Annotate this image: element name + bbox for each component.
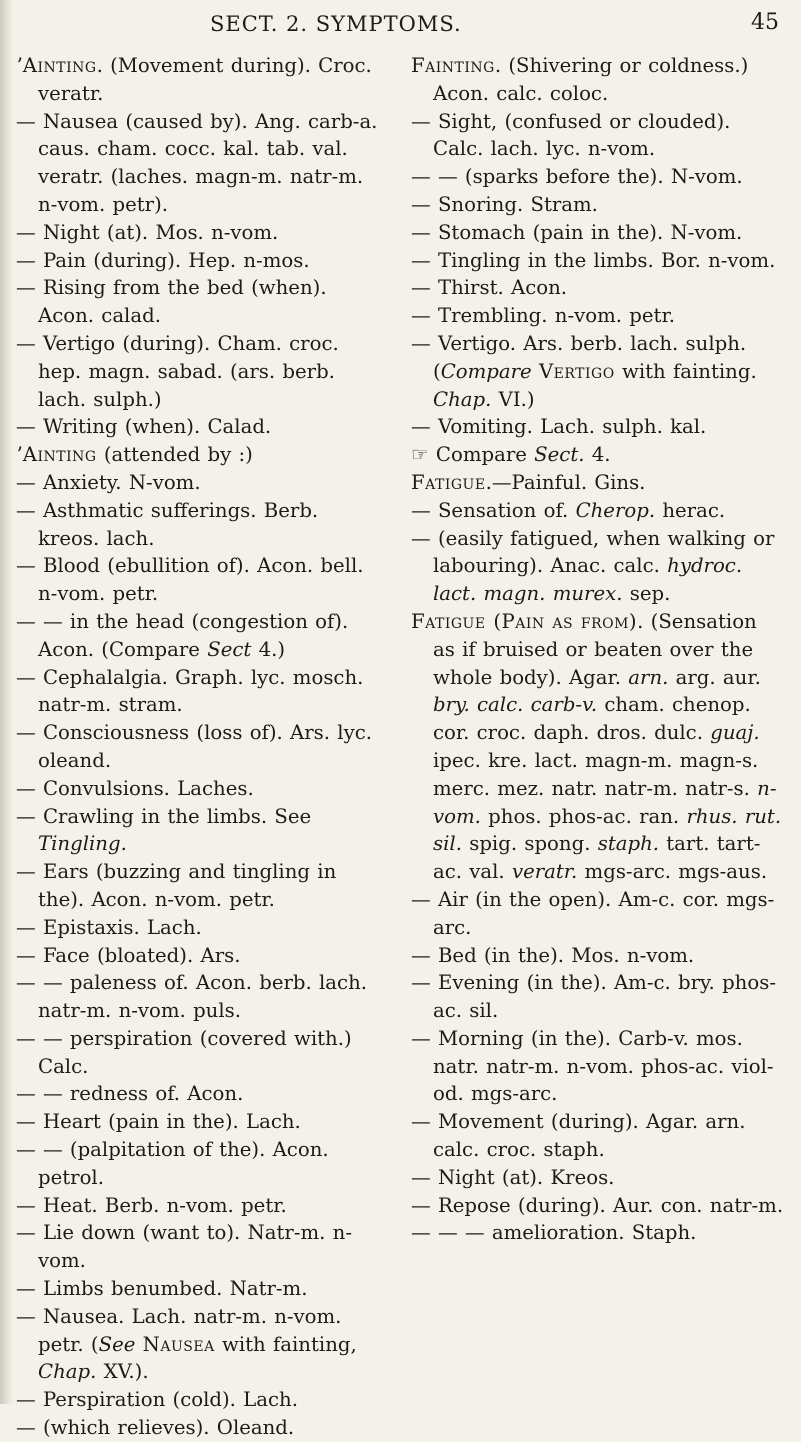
index-entry [16, 219, 384, 247]
entry-text: — Pain (during). Hep. n-mos. [16, 248, 310, 272]
entry-text: . (Movement during). Croc. veratr. [38, 54, 372, 105]
entry-text: with fainting. [614, 359, 757, 383]
index-entry [16, 608, 384, 664]
index-entry [411, 191, 785, 219]
entry-text: — Movement (during). Agar. arn. calc. croc. staph. [411, 1110, 746, 1162]
entry-text: — Trembling. n-vom. petr. [411, 304, 675, 328]
entry-heading: Nausea [142, 1332, 215, 1356]
entry-text: — Heat. Berb. n-vom. petr. [16, 1193, 287, 1217]
entry-text: — Morning (in the). Carb-v. mos. natr. natr-m. n-vom. phos-ac. viol-od. mgs-arc. [411, 1026, 774, 1106]
index-entry [16, 1108, 384, 1136]
entry-text: — Repose (during). Aur. con. natr-m. [411, 1193, 784, 1217]
index-entry [411, 1025, 785, 1108]
entry-text: Compare [435, 443, 535, 467]
entry-text: — Vertigo. Ars. berb. lach. sulph. ( [411, 331, 747, 383]
entry-text: bry. calc. carb-v. [433, 693, 598, 717]
entry-text: . (Shivering or coldness.) Acon. calc. coloc. [433, 54, 749, 105]
entry-text: — Vomiting. Lach. sulph. kal. [411, 415, 707, 439]
right-column [411, 52, 785, 1247]
index-entry [411, 441, 785, 469]
entry-text: — — (sparks before the). N-vom. [411, 165, 743, 189]
index-entry [16, 942, 384, 970]
entry-text: — Night (at). Mos. n-vom. [16, 220, 279, 244]
index-entry [411, 413, 785, 441]
entry-text: — Thirst. Acon. [411, 276, 568, 300]
entry-text: — — — amelioration. Staph. [411, 1221, 697, 1245]
entry-heading: Fainting [411, 54, 495, 77]
index-entry [411, 525, 785, 608]
index-entry [16, 52, 384, 108]
entry-text: — Face (bloated). Ars. [16, 943, 241, 967]
index-entry [411, 469, 785, 497]
entry-text: arn. [628, 665, 669, 689]
entry-text: — Tingling in the limbs. Bor. n-vom. [411, 248, 776, 272]
index-entry [16, 497, 384, 553]
entry-text [532, 360, 539, 383]
index-entry [16, 775, 384, 803]
entry-heading: Fatigue (Pain as from) [411, 609, 638, 633]
entry-text: — Nausea. Lach. natr-m. n-vom. petr. ( [16, 1304, 342, 1356]
entry-text: cham. chenop. cor. croc. daph. dros. dulc. [433, 693, 751, 745]
index-entry [16, 1192, 384, 1220]
entry-text: — Bed (in the). Mos. n-vom. [411, 943, 695, 967]
entry-text: Cherop. [575, 498, 656, 522]
index-entry [411, 1192, 785, 1220]
entry-text: Sect [207, 637, 252, 661]
index-entry [411, 108, 785, 164]
entry-text: — (easily fatigued, when walking or labouring). Anac. calc. [411, 526, 775, 578]
entry-text: Chap. [38, 1360, 97, 1384]
entry-text: — Sight, (confused or clouded). Calc. lach. lyc. n-vom. [411, 109, 731, 161]
entry-text: — Asthmatic sufferings. Berb. kreos. lach. [16, 498, 319, 550]
entry-text: — Vertigo (during). Cham. croc. hep. magn. sabad. (ars. berb. lach. sulph.) [16, 331, 339, 411]
entry-text: ☞ [411, 443, 436, 467]
index-entry [411, 942, 785, 970]
index-entry [411, 497, 785, 525]
entry-text: hydroc. lact. magn. murex. [433, 554, 743, 606]
entry-text: — — perspiration (covered with.) Calc. [16, 1026, 352, 1078]
entry-text: — Rising from the bed (when). Acon. calad. [16, 276, 327, 328]
entry-text: — Epistaxis. Lach. [16, 915, 202, 939]
entry-text: — — paleness of. Acon. berb. lach. natr-m. n-vom. puls. [16, 971, 368, 1023]
index-entry [411, 1219, 785, 1247]
entry-text: — Perspiration (cold). Lach. [16, 1388, 298, 1412]
index-entry [16, 441, 384, 469]
entry-text: 4. [584, 443, 611, 467]
entry-text: Chap. [433, 387, 492, 411]
entry-text: ipec. kre. lact. magn-m. magn-s. merc. mez. natr. natr-m. natr-s. [433, 748, 759, 800]
entry-text: — Blood (ebullition of). Acon. bell. n-vom. petr. [16, 554, 364, 606]
index-entry [16, 858, 384, 914]
index-entry [16, 1414, 384, 1442]
entry-text: .—Painful. Gins. [485, 470, 646, 494]
index-entry [16, 1136, 384, 1192]
entry-text: — Nausea (caused by). Ang. carb-a. caus. cham. cocc. kal. tab. val. veratr. (laches. magn-m. natr-m. n-vom. petr). [16, 109, 378, 216]
entry-text: — (which relieves). Oleand. [16, 1416, 295, 1440]
index-entry [411, 247, 785, 275]
entry-text: — — (palpitation of the). Acon. petrol. [16, 1138, 329, 1189]
entry-text: — Convulsions. Laches. [16, 776, 254, 800]
index-entry [16, 969, 384, 1025]
index-entry [411, 302, 785, 330]
entry-text: — — redness of. Acon. [16, 1082, 244, 1106]
entry-text: with fainting, [214, 1332, 357, 1356]
index-entry [16, 1303, 384, 1386]
entry-text: staph. [597, 832, 660, 856]
index-entry [16, 1025, 384, 1081]
entry-text: — Stomach (pain in the). N-vom. [411, 220, 743, 244]
entry-text: XV.). [96, 1360, 149, 1384]
entry-heading: ʼAinting [16, 443, 97, 467]
index-entry [411, 886, 785, 942]
entry-text: — Heart (pain in the). Lach. [16, 1110, 301, 1134]
index-entry [16, 803, 384, 859]
entry-text: sep. [622, 582, 671, 606]
entry-text: arg. aur. [668, 665, 761, 689]
entry-text: Tingling. [38, 832, 127, 856]
running-head [0, 8, 801, 42]
entry-text: rhus. rut. sil. [433, 804, 782, 856]
index-entry [16, 1386, 384, 1414]
index-entry [411, 1164, 785, 1192]
index-entry [16, 1275, 384, 1303]
entry-text: guaj. [710, 721, 760, 745]
index-entry [16, 552, 384, 608]
index-entry [16, 1219, 384, 1275]
entry-text: herac. [655, 498, 726, 522]
entry-text: — Writing (when). Calad. [16, 415, 272, 439]
entry-text: See [98, 1332, 136, 1356]
index-entry [16, 274, 384, 330]
entry-text [135, 1333, 142, 1356]
running-head-title: SECT. 2. SYMPTOMS. [210, 12, 462, 36]
entry-text: — Ears (buzzing and tingling in the). Acon. n-vom. petr. [16, 860, 337, 911]
index-entry [16, 914, 384, 942]
entry-heading: Vertigo [538, 359, 615, 383]
page-gutter [0, 0, 14, 1404]
entry-text: n-vom. [433, 776, 777, 828]
index-entry [16, 413, 384, 441]
entry-text: — Consciousness (loss of). Ars. lyc. oleand. [16, 721, 372, 772]
entry-text: phos. phos-ac. ran. [480, 804, 687, 828]
index-entry [16, 108, 384, 219]
entry-text: VI.) [491, 387, 535, 411]
index-entry [16, 1080, 384, 1108]
index-entry [16, 247, 384, 275]
entry-heading: Fatigue [411, 470, 486, 494]
entry-text: . (Sensation as if bruised or beaten over the whole body). Agar. [433, 609, 757, 689]
entry-text: — Anxiety. N-vom. [16, 470, 201, 494]
entry-text: — Night (at). Kreos. [411, 1165, 615, 1189]
page-number: 45 [751, 10, 779, 35]
index-entry [16, 469, 384, 497]
index-entry [16, 664, 384, 720]
entry-text: (attended by :) [96, 443, 253, 467]
index-entry [411, 219, 785, 247]
index-entry [411, 1108, 785, 1164]
entry-text: — Air (in the open). Am-c. cor. mgs-arc. [411, 887, 775, 939]
entry-text: veratr. [511, 860, 578, 884]
entry-text: — Limbs benumbed. Natr-m. [16, 1277, 308, 1301]
entry-text: mgs-arc. mgs-aus. [577, 860, 768, 884]
index-entry [411, 52, 785, 108]
entry-text: — Sensation of. [411, 498, 576, 522]
index-entry [411, 274, 785, 302]
entry-text: Compare [440, 359, 532, 383]
entry-text: — — in the head (congestion of). Acon. (Compare [16, 609, 349, 661]
entry-text: — Snoring. Stram. [411, 192, 598, 216]
left-column [16, 52, 384, 1442]
entry-text: — Crawling in the limbs. See [16, 804, 312, 828]
entry-text: 4.) [251, 637, 286, 661]
entry-heading: ʼAinting [16, 54, 97, 77]
entry-text: spig. spong. [461, 832, 598, 856]
index-entry [16, 719, 384, 775]
index-entry [411, 330, 785, 413]
entry-text: tart. tart-ac. val. [433, 832, 761, 884]
index-entry [411, 608, 785, 886]
entry-text: — Evening (in the). Am-c. bry. phos-ac. sil. [411, 971, 776, 1023]
entry-text: — Cephalalgia. Graph. lyc. mosch. natr-m. stram. [16, 665, 364, 717]
entry-text: — Lie down (want to). Natr-m. n-vom. [16, 1221, 353, 1273]
index-entry [411, 969, 785, 1025]
index-entry [411, 163, 785, 191]
entry-text: Sect. [534, 443, 585, 467]
index-entry [16, 330, 384, 413]
